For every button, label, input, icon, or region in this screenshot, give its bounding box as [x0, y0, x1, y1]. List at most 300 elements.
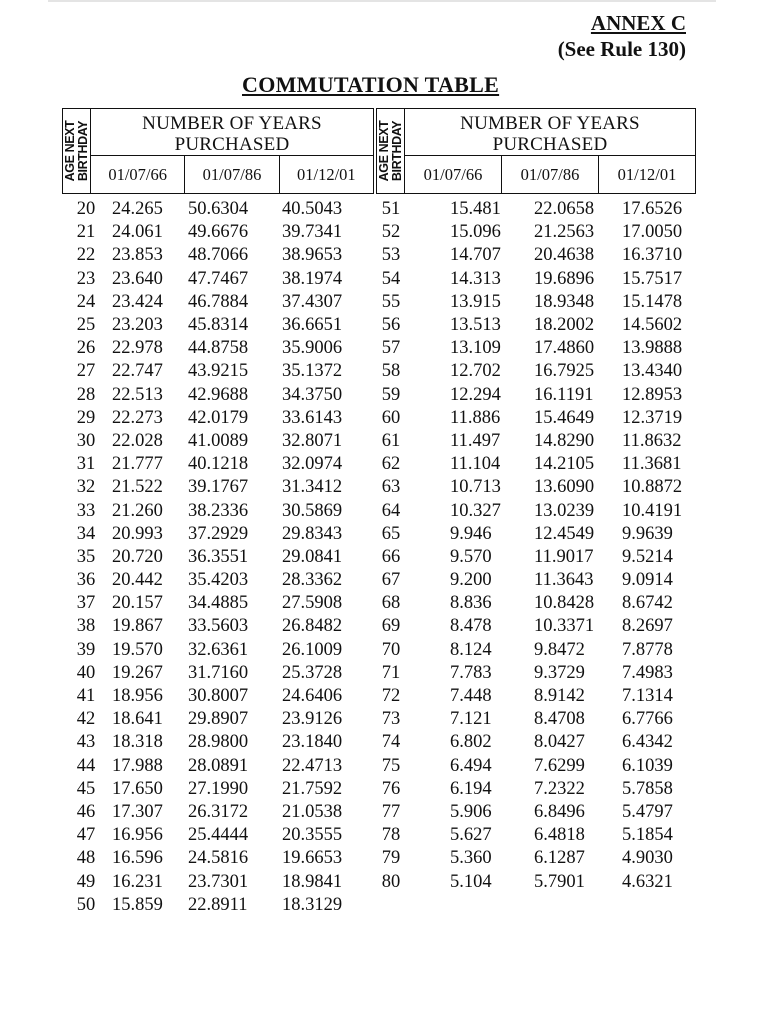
value-cell-1986: 5.7901 — [534, 871, 585, 892]
value-cell-2001: 32.0974 — [282, 454, 343, 475]
date-header: 01/07/66 — [405, 156, 502, 193]
table-body-right — [376, 198, 696, 894]
value-cell-1966: 15.481 — [450, 199, 501, 220]
value-cell-2001: 28.3362 — [282, 570, 343, 591]
value-cell-2001: 24.6406 — [282, 686, 343, 707]
table-row — [62, 847, 374, 870]
age-cell: 46 — [76, 801, 96, 822]
years-purchased-header: NUMBER OF YEARS PURCHASED — [460, 113, 640, 155]
value-cell-1986: 46.7884 — [188, 291, 249, 312]
value-cell-2001: 4.6321 — [622, 871, 673, 892]
value-cell-2001: 7.1314 — [622, 686, 673, 707]
table-row — [376, 291, 696, 314]
age-cell: 41 — [76, 686, 96, 707]
value-cell-1966: 20.442 — [112, 570, 163, 591]
age-cell: 56 — [381, 315, 401, 336]
table-row — [62, 615, 374, 638]
age-cell: 72 — [381, 686, 401, 707]
value-cell-1986: 20.4638 — [534, 245, 595, 266]
value-cell-1986: 31.7160 — [188, 662, 249, 683]
value-cell-2001: 13.4340 — [622, 361, 683, 382]
value-cell-1966: 22.273 — [112, 407, 163, 428]
table-row — [62, 708, 374, 731]
value-cell-2001: 38.1974 — [282, 268, 343, 289]
table-row — [376, 685, 696, 708]
value-cell-1966: 23.640 — [112, 268, 163, 289]
table-row — [62, 407, 374, 430]
age-cell: 73 — [381, 709, 401, 730]
value-cell-2001: 6.4342 — [622, 732, 673, 753]
value-cell-2001: 5.1854 — [622, 825, 673, 846]
table-row — [376, 639, 696, 662]
value-cell-1966: 7.121 — [450, 709, 492, 730]
value-cell-1986: 10.8428 — [534, 593, 595, 614]
value-cell-1966: 7.783 — [450, 662, 492, 683]
value-cell-2001: 20.3555 — [282, 825, 343, 846]
age-cell: 34 — [76, 523, 96, 544]
age-cell: 22 — [76, 245, 96, 266]
table-row — [62, 198, 374, 221]
table-row — [62, 384, 374, 407]
table-row — [376, 499, 696, 522]
value-cell-1986: 6.8496 — [534, 801, 585, 822]
age-cell: 44 — [76, 755, 96, 776]
age-cell: 70 — [381, 639, 401, 660]
value-cell-2001: 26.1009 — [282, 639, 343, 660]
table-row — [376, 430, 696, 453]
age-cell: 77 — [381, 801, 401, 822]
table-row — [62, 244, 374, 267]
table-row — [376, 407, 696, 430]
age-cell: 39 — [76, 639, 96, 660]
table-row — [62, 801, 374, 824]
age-cell: 68 — [381, 593, 401, 614]
value-cell-2001: 12.3719 — [622, 407, 683, 428]
value-cell-1966: 23.203 — [112, 315, 163, 336]
age-cell: 35 — [76, 546, 96, 567]
value-cell-1966: 13.513 — [450, 315, 501, 336]
table-header-right — [376, 108, 696, 194]
value-cell-1986: 30.8007 — [188, 686, 249, 707]
value-cell-1966: 7.448 — [450, 686, 492, 707]
value-cell-2001: 18.9841 — [282, 871, 343, 892]
date-header-row — [405, 155, 695, 193]
table-row — [376, 384, 696, 407]
value-cell-1986: 8.0427 — [534, 732, 585, 753]
value-cell-1986: 19.6896 — [534, 268, 595, 289]
age-cell: 21 — [76, 222, 96, 243]
date-header: 01/07/66 — [91, 156, 185, 193]
value-cell-1966: 14.707 — [450, 245, 501, 266]
value-cell-1986: 29.8907 — [188, 709, 249, 730]
value-cell-1966: 21.260 — [112, 500, 163, 521]
age-cell: 38 — [76, 616, 96, 637]
value-cell-1966: 18.641 — [112, 709, 163, 730]
value-cell-1966: 22.513 — [112, 384, 163, 405]
value-cell-2001: 9.9639 — [622, 523, 673, 544]
value-cell-1966: 16.956 — [112, 825, 163, 846]
value-cell-1986: 16.1191 — [534, 384, 594, 405]
value-cell-1966: 19.267 — [112, 662, 163, 683]
value-cell-1966: 11.104 — [450, 454, 501, 475]
age-cell: 71 — [381, 662, 401, 683]
age-cell: 54 — [381, 268, 401, 289]
value-cell-1966: 15.096 — [450, 222, 501, 243]
age-cell: 75 — [381, 755, 401, 776]
table-row — [376, 847, 696, 870]
value-cell-1986: 50.6304 — [188, 199, 249, 220]
table-row — [62, 824, 374, 847]
age-cell: 65 — [381, 523, 401, 544]
value-cell-1966: 23.853 — [112, 245, 163, 266]
value-cell-1966: 14.313 — [450, 268, 501, 289]
value-cell-1986: 14.2105 — [534, 454, 595, 475]
age-cell: 63 — [381, 477, 401, 498]
age-cell: 50 — [76, 894, 96, 915]
value-cell-1966: 5.104 — [450, 871, 492, 892]
age-cell: 53 — [381, 245, 401, 266]
value-cell-2001: 13.9888 — [622, 338, 683, 359]
value-cell-1966: 24.061 — [112, 222, 163, 243]
table-body-left — [62, 198, 374, 917]
age-cell: 64 — [381, 500, 401, 521]
value-cell-2001: 23.1840 — [282, 732, 343, 753]
table-row — [376, 268, 696, 291]
value-cell-2001: 11.8632 — [622, 430, 682, 451]
age-cell: 51 — [381, 199, 401, 220]
value-cell-1966: 19.867 — [112, 616, 163, 637]
table-row — [376, 824, 696, 847]
value-cell-1966: 16.596 — [112, 848, 163, 869]
table-header-left — [62, 108, 374, 194]
value-cell-1986: 41.0089 — [188, 430, 249, 451]
value-cell-1966: 6.194 — [450, 778, 492, 799]
value-cell-2001: 17.6526 — [622, 199, 683, 220]
value-cell-2001: 4.9030 — [622, 848, 673, 869]
value-cell-2001: 25.3728 — [282, 662, 343, 683]
value-cell-2001: 35.1372 — [282, 361, 343, 382]
table-row — [376, 244, 696, 267]
date-header: 01/07/86 — [185, 156, 279, 193]
table-row — [62, 221, 374, 244]
value-cell-1986: 8.4708 — [534, 709, 585, 730]
table-row — [376, 755, 696, 778]
value-cell-1966: 11.886 — [450, 407, 501, 428]
table-row — [62, 314, 374, 337]
value-cell-2001: 9.0914 — [622, 570, 673, 591]
age-cell: 49 — [76, 871, 96, 892]
table-row — [62, 360, 374, 383]
age-cell: 48 — [76, 848, 96, 869]
table-row — [62, 546, 374, 569]
value-cell-2001: 39.7341 — [282, 222, 343, 243]
table-row — [376, 198, 696, 221]
age-cell: 52 — [381, 222, 401, 243]
value-cell-2001: 8.2697 — [622, 616, 673, 637]
value-cell-1966: 23.424 — [112, 291, 163, 312]
value-cell-1986: 22.0658 — [534, 199, 595, 220]
annex-heading — [558, 10, 686, 62]
value-cell-1966: 22.028 — [112, 430, 163, 451]
age-cell: 66 — [381, 546, 401, 567]
value-cell-1986: 11.3643 — [534, 570, 594, 591]
value-cell-2001: 10.4191 — [622, 500, 683, 521]
age-column-header — [377, 109, 405, 193]
age-cell: 23 — [76, 268, 96, 289]
value-cell-1966: 20.720 — [112, 546, 163, 567]
value-cell-1986: 48.7066 — [188, 245, 249, 266]
value-cell-1986: 34.4885 — [188, 593, 249, 614]
value-cell-2001: 36.6651 — [282, 315, 343, 336]
age-cell: 31 — [76, 454, 96, 475]
value-cell-1986: 27.1990 — [188, 778, 249, 799]
age-cell: 24 — [76, 291, 96, 312]
value-cell-1986: 49.6676 — [188, 222, 249, 243]
value-cell-1986: 35.4203 — [188, 570, 249, 591]
age-cell: 57 — [381, 338, 401, 359]
value-cell-1986: 26.3172 — [188, 801, 249, 822]
value-cell-2001: 21.7592 — [282, 778, 343, 799]
table-row — [62, 453, 374, 476]
age-cell: 58 — [381, 361, 401, 382]
table-row — [376, 569, 696, 592]
value-cell-2001: 15.1478 — [622, 291, 683, 312]
value-cell-2001: 7.4983 — [622, 662, 673, 683]
table-row — [62, 499, 374, 522]
value-cell-1966: 9.200 — [450, 570, 492, 591]
value-cell-1966: 5.906 — [450, 801, 492, 822]
value-cell-1986: 42.0179 — [188, 407, 249, 428]
value-cell-2001: 22.4713 — [282, 755, 343, 776]
value-cell-2001: 32.8071 — [282, 430, 343, 451]
table-row — [376, 337, 696, 360]
top-divider — [48, 0, 716, 2]
age-cell: 27 — [76, 361, 96, 382]
value-cell-1966: 6.494 — [450, 755, 492, 776]
age-cell: 76 — [381, 778, 401, 799]
value-cell-1986: 22.8911 — [188, 894, 248, 915]
value-cell-1986: 17.4860 — [534, 338, 595, 359]
value-cell-1986: 9.8472 — [534, 639, 585, 660]
value-cell-1986: 44.8758 — [188, 338, 249, 359]
age-column-label: AGE NEXT BIRTHDAY — [63, 120, 90, 182]
value-cell-1966: 21.522 — [112, 477, 163, 498]
value-cell-2001: 40.5043 — [282, 199, 343, 220]
value-cell-2001: 33.6143 — [282, 407, 343, 428]
age-cell: 78 — [381, 825, 401, 846]
value-cell-1966: 20.157 — [112, 593, 163, 614]
age-column-header — [63, 109, 91, 193]
value-cell-1986: 40.1218 — [188, 454, 249, 475]
value-cell-1966: 8.836 — [450, 593, 492, 614]
table-row — [62, 268, 374, 291]
table-row — [62, 662, 374, 685]
table-row — [376, 360, 696, 383]
value-cell-1986: 15.4649 — [534, 407, 595, 428]
value-cell-1986: 45.8314 — [188, 315, 249, 336]
table-row — [62, 476, 374, 499]
age-cell: 36 — [76, 570, 96, 591]
value-cell-2001: 11.3681 — [622, 454, 682, 475]
age-cell: 45 — [76, 778, 96, 799]
value-cell-2001: 31.3412 — [282, 477, 343, 498]
table-row — [376, 662, 696, 685]
age-cell: 62 — [381, 454, 401, 475]
value-cell-1986: 11.9017 — [534, 546, 594, 567]
value-cell-2001: 5.7858 — [622, 778, 673, 799]
value-cell-1966: 8.478 — [450, 616, 492, 637]
value-cell-1966: 12.294 — [450, 384, 501, 405]
age-cell: 25 — [76, 315, 96, 336]
value-cell-2001: 9.5214 — [622, 546, 673, 567]
page-title: COMMUTATION TABLE — [242, 72, 500, 97]
value-cell-1986: 37.2929 — [188, 523, 249, 544]
value-cell-1986: 8.9142 — [534, 686, 585, 707]
value-cell-2001: 14.5602 — [622, 315, 683, 336]
value-cell-1966: 13.915 — [450, 291, 501, 312]
value-cell-1966: 15.859 — [112, 894, 163, 915]
value-cell-1986: 24.5816 — [188, 848, 249, 869]
table-row — [62, 639, 374, 662]
table-row — [62, 337, 374, 360]
value-cell-1966: 9.946 — [450, 523, 492, 544]
value-cell-1966: 5.360 — [450, 848, 492, 869]
value-cell-2001: 18.3129 — [282, 894, 343, 915]
value-cell-1986: 32.6361 — [188, 639, 249, 660]
value-cell-2001: 8.6742 — [622, 593, 673, 614]
value-cell-2001: 16.3710 — [622, 245, 683, 266]
table-row — [376, 708, 696, 731]
age-cell: 20 — [76, 199, 96, 220]
age-cell: 47 — [76, 825, 96, 846]
age-cell: 29 — [76, 407, 96, 428]
table-row — [376, 778, 696, 801]
value-cell-1966: 24.265 — [112, 199, 163, 220]
value-cell-1966: 22.978 — [112, 338, 163, 359]
value-cell-2001: 6.1039 — [622, 755, 673, 776]
value-cell-1966: 12.702 — [450, 361, 501, 382]
value-cell-1986: 25.4444 — [188, 825, 249, 846]
age-cell: 74 — [381, 732, 401, 753]
age-cell: 80 — [381, 871, 401, 892]
table-row — [62, 894, 374, 917]
value-cell-1986: 43.9215 — [188, 361, 249, 382]
value-cell-2001: 34.3750 — [282, 384, 343, 405]
table-row — [376, 870, 696, 893]
age-cell: 67 — [381, 570, 401, 591]
value-cell-1966: 11.497 — [450, 430, 501, 451]
value-cell-1986: 21.2563 — [534, 222, 595, 243]
age-cell: 30 — [76, 430, 96, 451]
table-row — [376, 592, 696, 615]
value-cell-1986: 7.2322 — [534, 778, 585, 799]
years-purchased-header: NUMBER OF YEARS PURCHASED — [142, 113, 322, 155]
table-row — [62, 291, 374, 314]
value-cell-1986: 13.0239 — [534, 500, 595, 521]
value-cell-1966: 20.993 — [112, 523, 163, 544]
value-cell-2001: 35.9006 — [282, 338, 343, 359]
value-cell-2001: 6.7766 — [622, 709, 673, 730]
value-cell-1986: 14.8290 — [534, 430, 595, 451]
age-cell: 43 — [76, 732, 96, 753]
value-cell-2001: 38.9653 — [282, 245, 343, 266]
value-cell-1986: 36.3551 — [188, 546, 249, 567]
table-row — [62, 778, 374, 801]
age-cell: 28 — [76, 384, 96, 405]
value-cell-2001: 21.0538 — [282, 801, 343, 822]
date-header: 01/07/86 — [502, 156, 599, 193]
value-cell-2001: 29.8343 — [282, 523, 343, 544]
value-cell-1986: 38.2336 — [188, 500, 249, 521]
age-cell: 79 — [381, 848, 401, 869]
value-cell-1986: 18.2002 — [534, 315, 595, 336]
age-cell: 37 — [76, 593, 96, 614]
value-cell-2001: 15.7517 — [622, 268, 683, 289]
value-cell-2001: 19.6653 — [282, 848, 343, 869]
value-cell-2001: 27.5908 — [282, 593, 343, 614]
table-row — [376, 546, 696, 569]
value-cell-1966: 17.307 — [112, 801, 163, 822]
value-cell-2001: 23.9126 — [282, 709, 343, 730]
date-header: 01/12/01 — [296, 164, 356, 184]
date-header-row — [91, 155, 373, 193]
value-cell-1986: 28.9800 — [188, 732, 249, 753]
value-cell-1966: 10.327 — [450, 500, 501, 521]
age-cell: 61 — [381, 430, 401, 451]
age-cell: 60 — [381, 407, 401, 428]
date-header: 01/12/01 — [617, 164, 677, 184]
age-cell: 69 — [381, 616, 401, 637]
value-cell-1966: 6.802 — [450, 732, 492, 753]
table-row — [376, 453, 696, 476]
table-row — [62, 430, 374, 453]
age-cell: 42 — [76, 709, 96, 730]
value-cell-1986: 12.4549 — [534, 523, 595, 544]
value-cell-1986: 10.3371 — [534, 616, 595, 637]
value-cell-1966: 8.124 — [450, 639, 492, 660]
value-cell-1986: 39.1767 — [188, 477, 249, 498]
value-cell-1966: 16.231 — [112, 871, 163, 892]
table-row — [62, 592, 374, 615]
value-cell-1966: 10.713 — [450, 477, 501, 498]
table-row — [376, 314, 696, 337]
table-row — [376, 801, 696, 824]
value-cell-2001: 37.4307 — [282, 291, 343, 312]
value-cell-1986: 42.9688 — [188, 384, 249, 405]
value-cell-1986: 47.7467 — [188, 268, 249, 289]
age-cell: 59 — [381, 384, 401, 405]
table-row — [62, 569, 374, 592]
age-cell: 32 — [76, 477, 96, 498]
value-cell-1986: 33.5603 — [188, 616, 249, 637]
table-row — [62, 731, 374, 754]
value-cell-1966: 9.570 — [450, 546, 492, 567]
value-cell-2001: 17.0050 — [622, 222, 683, 243]
value-cell-1966: 18.956 — [112, 686, 163, 707]
table-row — [376, 476, 696, 499]
table-row — [62, 523, 374, 546]
annex-label: ANNEX C — [590, 11, 686, 35]
age-column-label: AGE NEXT BIRTHDAY — [377, 120, 404, 182]
table-row — [376, 221, 696, 244]
table-row — [376, 523, 696, 546]
value-cell-1986: 16.7925 — [534, 361, 595, 382]
value-cell-1986: 13.6090 — [534, 477, 595, 498]
value-cell-1966: 19.570 — [112, 639, 163, 660]
age-cell: 40 — [76, 662, 96, 683]
value-cell-2001: 12.8953 — [622, 384, 683, 405]
value-cell-1966: 5.627 — [450, 825, 492, 846]
